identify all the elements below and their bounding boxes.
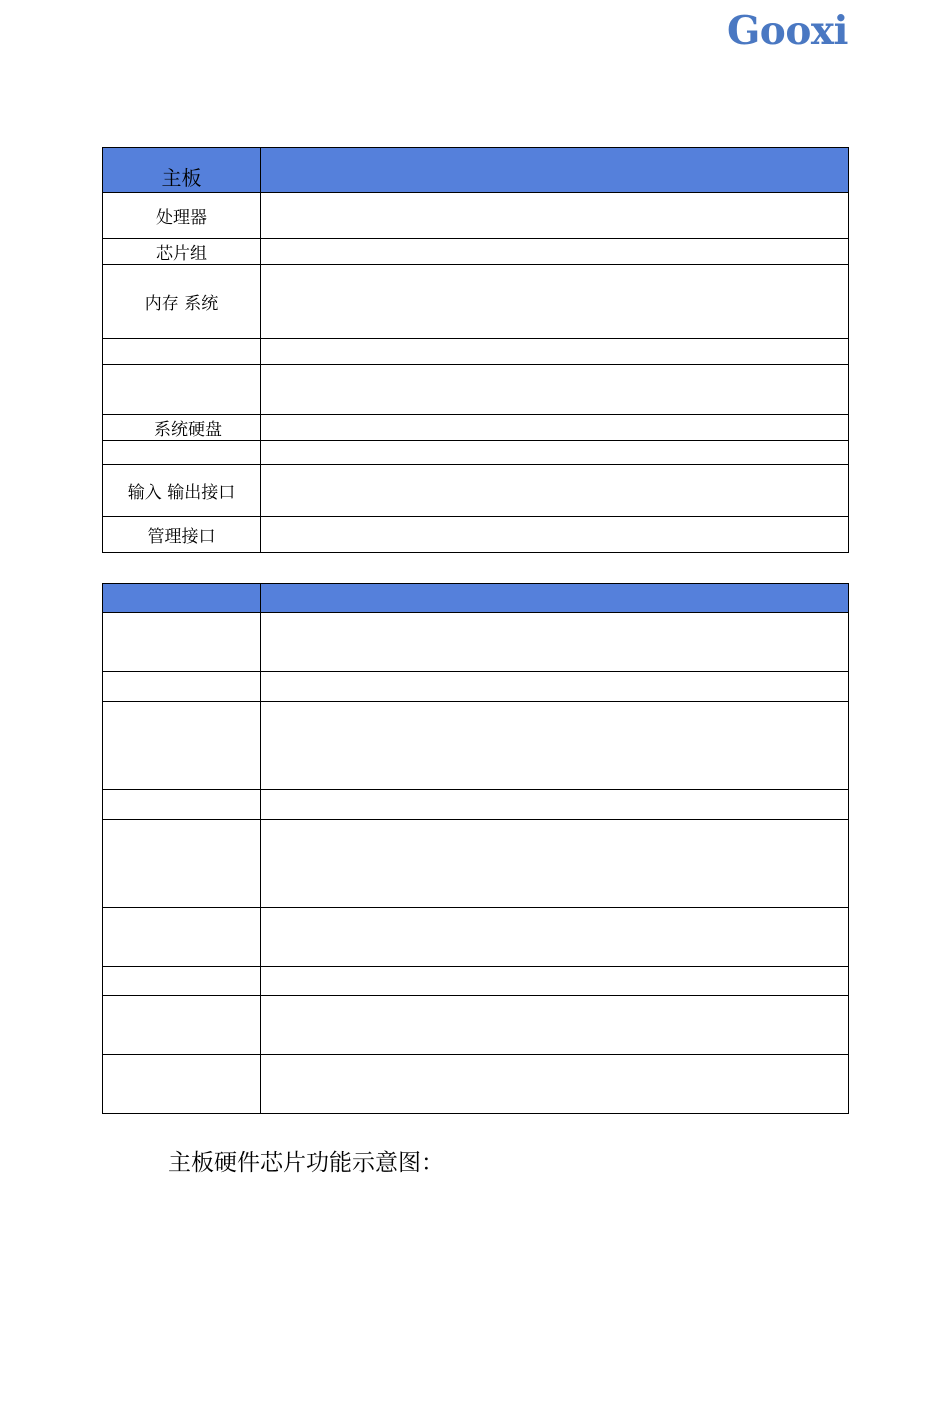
- row-label: [103, 908, 261, 967]
- table-row: [103, 465, 849, 517]
- header-cell-label: [103, 584, 261, 613]
- row-value: [261, 996, 849, 1055]
- table-row: [103, 365, 849, 415]
- table-row: [103, 967, 849, 996]
- row-value: [261, 415, 849, 441]
- row-value: [261, 265, 849, 339]
- row-label: [103, 790, 261, 820]
- table-row: [103, 790, 849, 820]
- table-row: [103, 239, 849, 265]
- table-row: [103, 613, 849, 672]
- header-cell-value: [261, 584, 849, 613]
- row-label: 处理器: [103, 193, 261, 239]
- row-label: [103, 441, 261, 465]
- header-cell-value: [261, 148, 849, 193]
- row-value: [261, 517, 849, 553]
- row-value: [261, 339, 849, 365]
- table-row: [103, 672, 849, 702]
- row-value: [261, 967, 849, 996]
- header-label-motherboard: 主板: [161, 165, 202, 190]
- row-label: [103, 339, 261, 365]
- row-value: [261, 820, 849, 908]
- row-value: [261, 239, 849, 265]
- row-value: [261, 465, 849, 517]
- row-label: [103, 967, 261, 996]
- row-label: [103, 820, 261, 908]
- row-value: [261, 193, 849, 239]
- table-row: [103, 441, 849, 465]
- table-row: [103, 1055, 849, 1114]
- motherboard-spec-table: [102, 147, 849, 553]
- second-spec-table: [102, 583, 849, 1114]
- table-row: [103, 996, 849, 1055]
- table-row: [103, 265, 849, 339]
- row-label: [103, 1055, 261, 1114]
- row-value: [261, 1055, 849, 1114]
- table-row: [103, 702, 849, 790]
- row-value: [261, 702, 849, 790]
- row-label: [103, 613, 261, 672]
- row-value: [261, 908, 849, 967]
- header-cell-label: [103, 148, 261, 193]
- table-row: [103, 193, 849, 239]
- row-value: [261, 613, 849, 672]
- row-label: 内存 系统: [103, 265, 261, 339]
- table-row: [103, 339, 849, 365]
- row-label: 管理接口: [103, 517, 261, 553]
- row-label: 输入 输出接口: [103, 465, 261, 517]
- table-row: [103, 415, 849, 441]
- row-label: [103, 996, 261, 1055]
- table-header-row: [103, 148, 849, 193]
- table-header-row: [103, 584, 849, 613]
- row-label: 芯片组: [103, 239, 261, 265]
- row-label: [103, 672, 261, 702]
- row-label: [103, 702, 261, 790]
- row-value: [261, 365, 849, 415]
- diagram-caption: 主板硬件芯片功能示意图：: [168, 1150, 444, 1176]
- row-value: [261, 790, 849, 820]
- row-label: 系统硬盘: [103, 415, 261, 441]
- row-value: [261, 441, 849, 465]
- row-value: [261, 672, 849, 702]
- table-row: [103, 517, 849, 553]
- table-row: [103, 908, 849, 967]
- table-row: [103, 820, 849, 908]
- gooxi-logo: Gooxi: [727, 8, 848, 54]
- row-label: [103, 365, 261, 415]
